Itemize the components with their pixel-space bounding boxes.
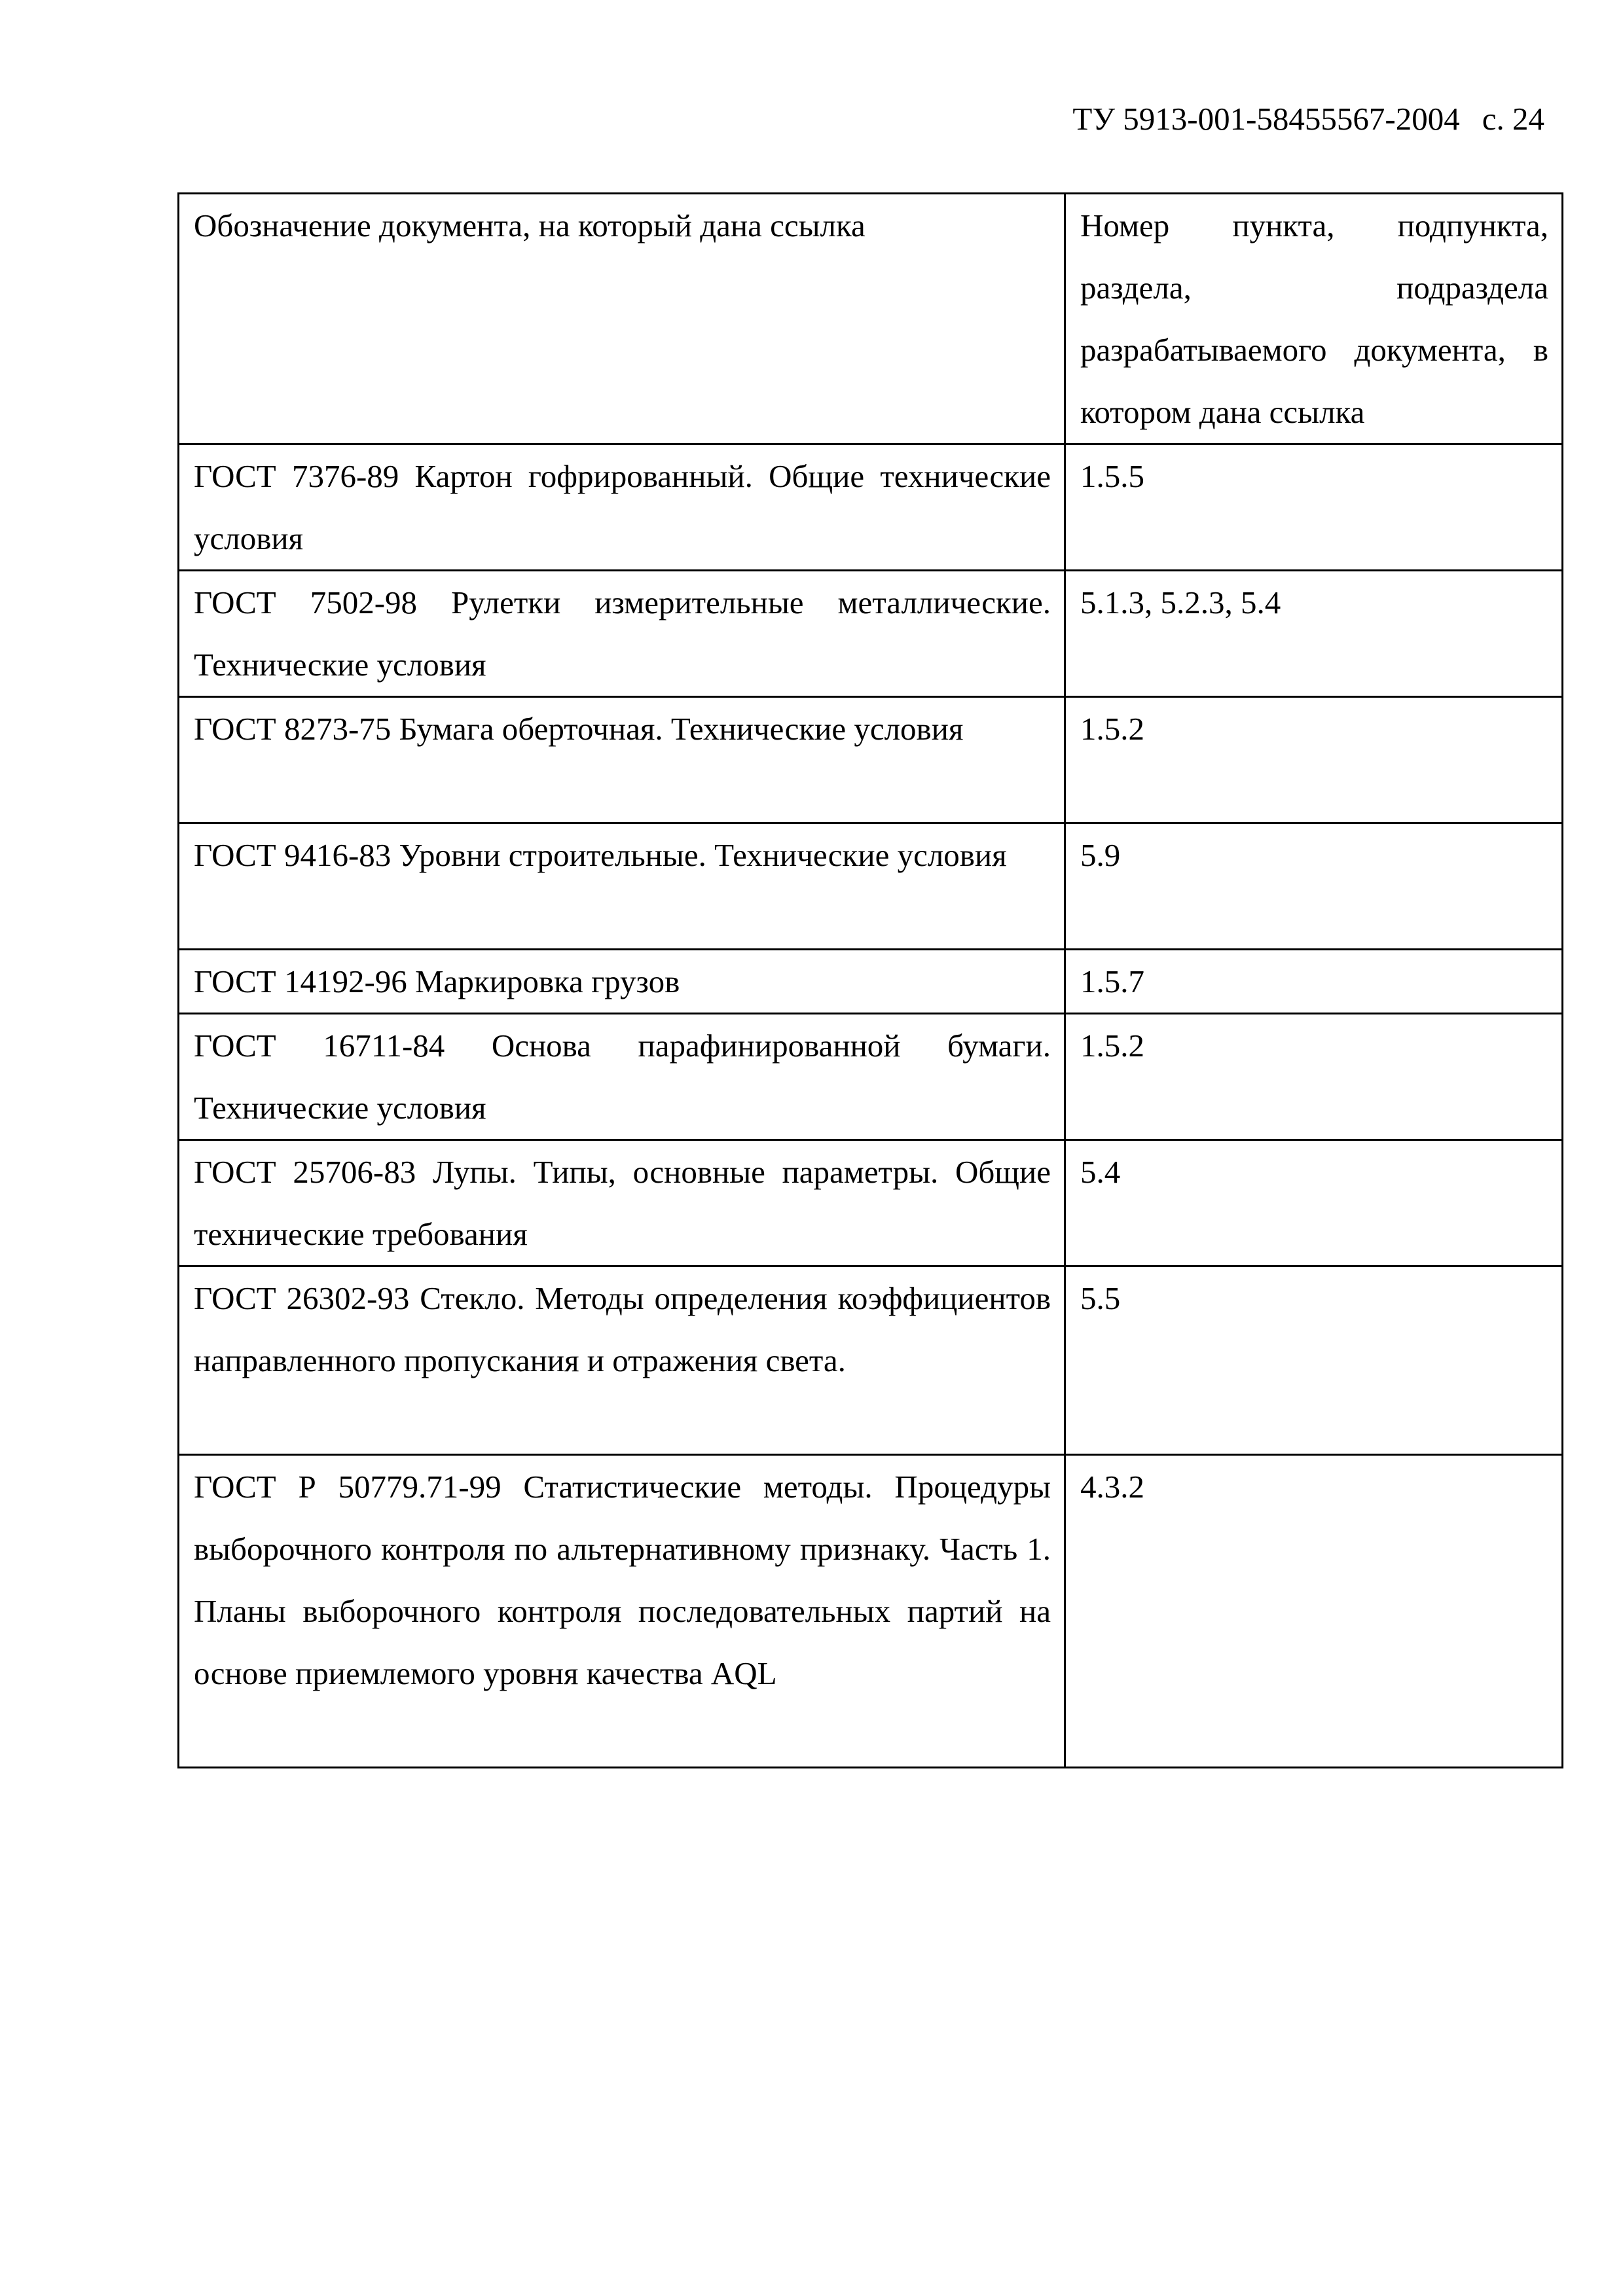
table-row	[179, 1140, 1563, 1266]
table-row	[179, 1014, 1563, 1140]
clause-cell: 1.5.2	[1065, 1014, 1563, 1140]
page-number: с. 24	[1482, 101, 1544, 137]
document-cell: ГОСТ 26302-93 Стекло. Методы определения коэффициентов направленного пропускания и отражения света.	[179, 1266, 1065, 1455]
table-row	[179, 950, 1563, 1014]
table-row	[179, 823, 1563, 950]
document-cell: ГОСТ 9416-83 Уровни строительные. Технические условия	[179, 823, 1065, 950]
column-header-document: Обозначение документа, на который дана ссылка	[179, 194, 1065, 444]
table-row	[179, 697, 1563, 823]
clause-cell: 1.5.7	[1065, 950, 1563, 1014]
table-row	[179, 571, 1563, 697]
table-row	[179, 444, 1563, 571]
page-header	[1072, 99, 1544, 139]
references-table	[177, 192, 1563, 1768]
document-cell: ГОСТ 7502-98 Рулетки измерительные металлические. Технические условия	[179, 571, 1065, 697]
clause-cell: 4.3.2	[1065, 1455, 1563, 1768]
clause-cell: 5.5	[1065, 1266, 1563, 1455]
document-cell: ГОСТ 16711-84 Основа парафинированной бумаги. Технические условия	[179, 1014, 1065, 1140]
column-header-clause: Номер пункта, подпункта, раздела, подраздела разрабатываемого документа, в котором дана ссылка	[1065, 194, 1563, 444]
table-row	[179, 1455, 1563, 1768]
document-code: ТУ 5913-001-58455567-2004	[1072, 101, 1460, 137]
table-header-row	[179, 194, 1563, 444]
document-cell: ГОСТ 25706-83 Лупы. Типы, основные параметры. Общие технические требования	[179, 1140, 1065, 1266]
document-cell: ГОСТ 7376-89 Картон гофрированный. Общие технические условия	[179, 444, 1065, 571]
clause-cell: 5.9	[1065, 823, 1563, 950]
document-cell: ГОСТ 8273-75 Бумага оберточная. Технические условия	[179, 697, 1065, 823]
document-cell: ГОСТ Р 50779.71-99 Статистические методы. Процедуры выборочного контроля по альтернативному признаку. Часть 1. Планы выборочного контроля последовательных партий на основе приемлемого уровня качества AQL	[179, 1455, 1065, 1768]
clause-cell: 1.5.5	[1065, 444, 1563, 571]
clause-cell: 1.5.2	[1065, 697, 1563, 823]
clause-cell: 5.4	[1065, 1140, 1563, 1266]
table-row	[179, 1266, 1563, 1455]
document-cell: ГОСТ 14192-96 Маркировка грузов	[179, 950, 1065, 1014]
clause-cell: 5.1.3, 5.2.3, 5.4	[1065, 571, 1563, 697]
